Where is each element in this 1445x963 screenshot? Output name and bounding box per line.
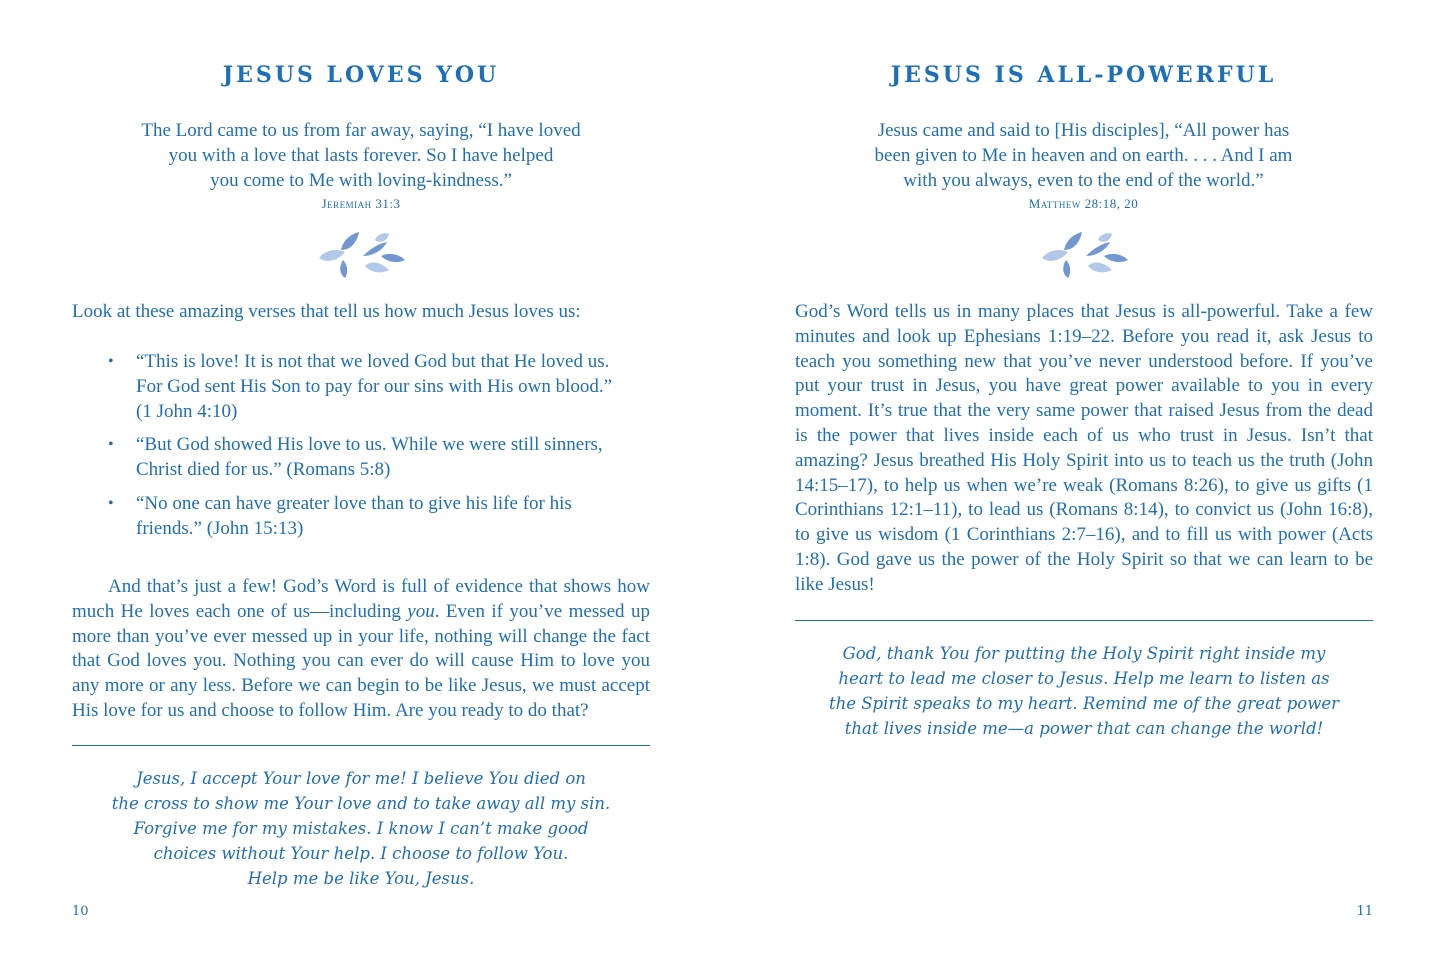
page-title: JESUS LOVES YOU — [222, 62, 500, 88]
body-paragraph: God’s Word tells us in many places that Jesus is all-powerful. Take a few minutes and look up Ephesians 1:19–22. Before you read it, ask Jesus to teach you something new that you’ve never understood before. If you’ve put your trust in Jesus, you have great power available to you in every moment. It’s true that the very same power that raised Jesus from the dead is the power that lives inside each of us who trust in Jesus. Isn’t that amazing? Jesus breathed His Holy Spirit into us to teach us the truth (John 14:15–17), to help us when we’re weak (Romans 8:26), to give us gifts (1 Corinthians 12:1–11), to lead us (Romans 8:14), to convict us (John 16:8), to give us wisdom (1 Corinthians 2:7–16), and to fill us with power (Acts 1:8). God gave us the power of the Holy Spirit so that we can learn to be like Jesus! — [795, 301, 1373, 595]
scripture-verse — [722, 118, 1445, 213]
prayer-line: the cross to show me Your love and to take away all my sin. — [111, 794, 611, 813]
prayer-line: Forgive me for my mistakes. I know I can’t make good — [133, 819, 589, 838]
verse-line: been given to Me in heaven and on earth. . . . And I am — [874, 145, 1293, 166]
intro-text: Look at these amazing verses that tell us how much Jesus loves us: — [72, 301, 581, 322]
list-item: • “But God showed His love to us. While we were still sinners, Christ died for us.” (Romans 5:8) — [108, 433, 628, 483]
verse-line: you with a love that lasts forever. So I have helped — [168, 145, 554, 166]
prayer-line: the Spirit speaks to my heart. Remind me of the great power — [828, 694, 1339, 713]
verse-reference: Jeremiah 31:3 — [321, 196, 401, 211]
left-page — [0, 0, 722, 963]
verse-line: you come to Me with loving-kindness.” — [210, 170, 512, 191]
emphasis-text: you — [407, 600, 435, 622]
divider — [795, 620, 1373, 621]
prayer-line: Help me be like You, Jesus. — [247, 869, 475, 888]
body-paragraph — [72, 575, 650, 724]
prayer-line: God, thank You for putting the Holy Spirit right inside my — [842, 644, 1326, 663]
divider — [72, 745, 650, 746]
paragraph-text: . Even if you’ve messed up more than you’ve ever messed up in your life, nothing will change the fact that God loves you. Nothing you can ever do will cause Him to love you any more or any less. Before we can begin to be like Jesus, we must accept His love for us and choose to follow Him. Are you ready to do that? — [72, 600, 651, 721]
droplets-ornament-icon — [315, 228, 407, 280]
scripture-verse — [0, 118, 722, 213]
list-item: • “This is love! It is not that we loved God but that He loved us. For God sent His Son to pay for our sins with His own blood.” (1 John 4:10) — [108, 350, 628, 424]
verse-list — [108, 350, 628, 551]
prayer-line: heart to lead me closer to Jesus. Help me learn to listen as — [838, 669, 1330, 688]
right-page — [722, 0, 1445, 963]
page-number: 10 — [72, 904, 89, 919]
page-title: JESUS IS ALL-POWERFUL — [890, 62, 1277, 88]
verse-line: The Lord came to us from far away, saying, “I have loved — [141, 120, 581, 141]
paragraph-text: And that’s just a few! God’s Word is full of evidence that shows how much He loves each one of us—including — [72, 576, 650, 622]
droplets-ornament-icon — [1038, 228, 1130, 280]
prayer-line: choices without Your help. I choose to follow You. — [153, 844, 569, 863]
prayer-line: that lives inside me—a power that can change the world! — [844, 719, 1324, 738]
prayer-line: Jesus, I accept Your love for me! I believe You died on — [136, 769, 586, 788]
verse-reference: Matthew 28:18, 20 — [1028, 196, 1139, 211]
list-item: • “No one can have greater love than to give his life for his friends.” (John 15:13) — [108, 492, 628, 542]
prayer — [72, 766, 650, 891]
verse-line: with you always, even to the end of the world.” — [903, 170, 1264, 191]
verse-line: Jesus came and said to [His disciples], “All power has — [877, 120, 1290, 141]
prayer — [795, 641, 1373, 741]
page-number: 11 — [1356, 904, 1373, 919]
